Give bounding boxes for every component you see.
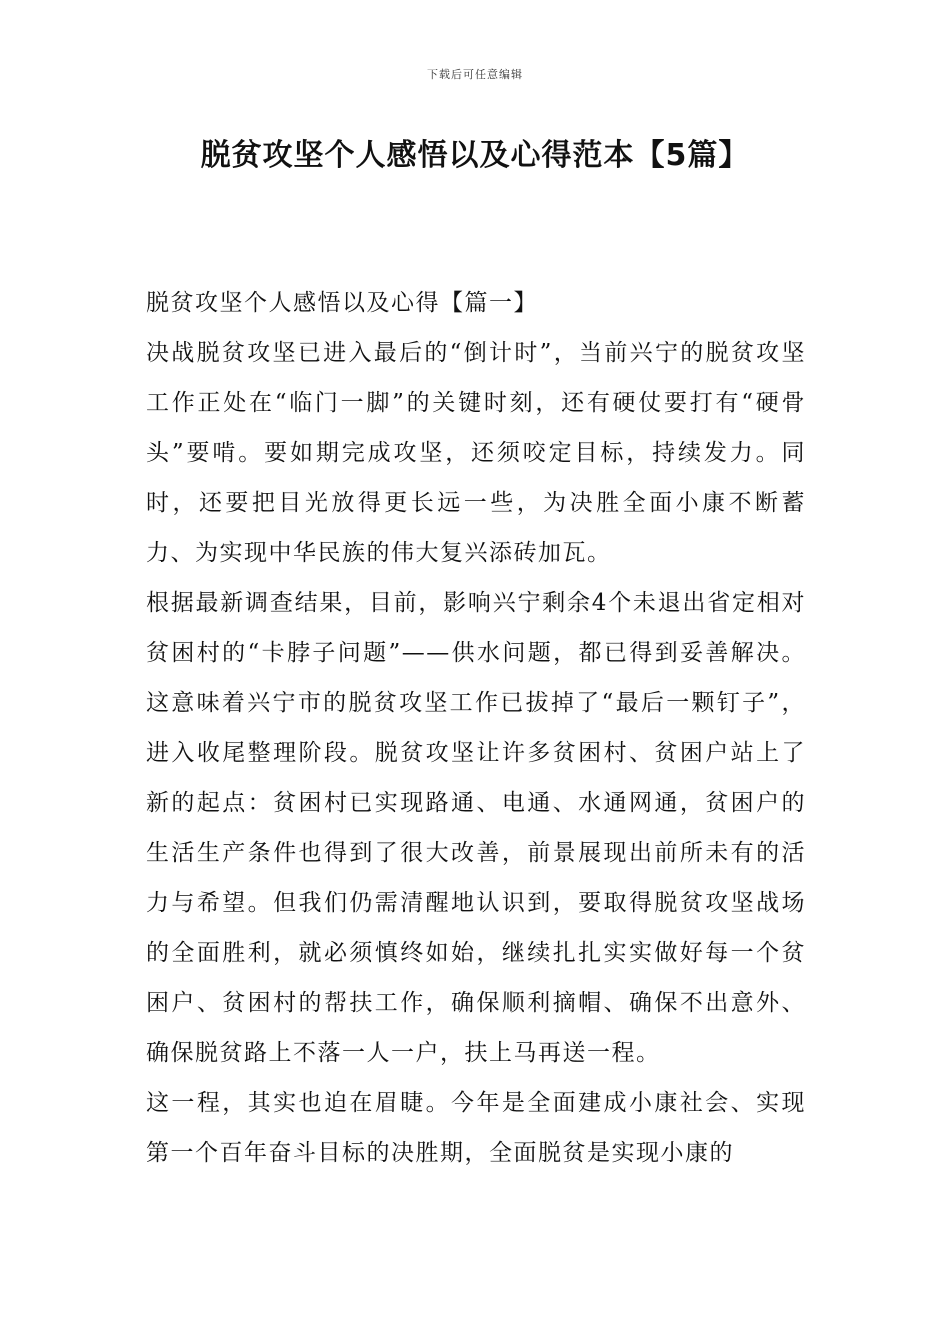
document-body (146, 278, 806, 1178)
document-title: 脱贫攻坚个人感悟以及心得范本【5篇】 (200, 138, 750, 173)
paragraph-2: 根据最新调查结果，目前，影响兴宁剩余4个未退出省定相对贫困村的“卡脖子问题”——供水问题，都已得到妥善解决。这意味着兴宁市的脱贫攻坚工作已拔掉了“最后一颗钉子”，进入收尾整理阶段。脱贫攻坚让许多贫困村、贫困户站上了新的起点：贫困村已实现路通、电通、水通网通，贫困户的生活生产条件也得到了很大改善，前景展现出前所未有的活力与希望。但我们仍需清醒地认识到，要取得脱贫攻坚战场的全面胜利，就必须慎终如始，继续扎扎实实做好每一个贫困户、贫困村的帮扶工作，确保顺利摘帽、确保不出意外、确保脱贫路上不落一人一户，扶上马再送一程。 (146, 590, 806, 1066)
header-note: 下载后可任意编辑 (427, 68, 523, 81)
section-heading: 脱贫攻坚个人感悟以及心得【篇一】 (146, 290, 538, 316)
paragraph-1: 决战脱贫攻坚已进入最后的“倒计时”，当前兴宁的脱贫攻坚工作正处在“临门一脚”的关键时刻，还有硬仗要打有“硬骨头”要啃。要如期完成攻坚，还须咬定目标，持续发力。同时，还要把目光放得更长远一些，为决胜全面小康不断蓄力、为实现中华民族的伟大复兴添砖加瓦。 (146, 340, 806, 566)
paragraph-3: 这一程，其实也迫在眉睫。今年是全面建成小康社会、实现第一个百年奋斗目标的决胜期，全面脱贫是实现小康的 (146, 1090, 806, 1166)
